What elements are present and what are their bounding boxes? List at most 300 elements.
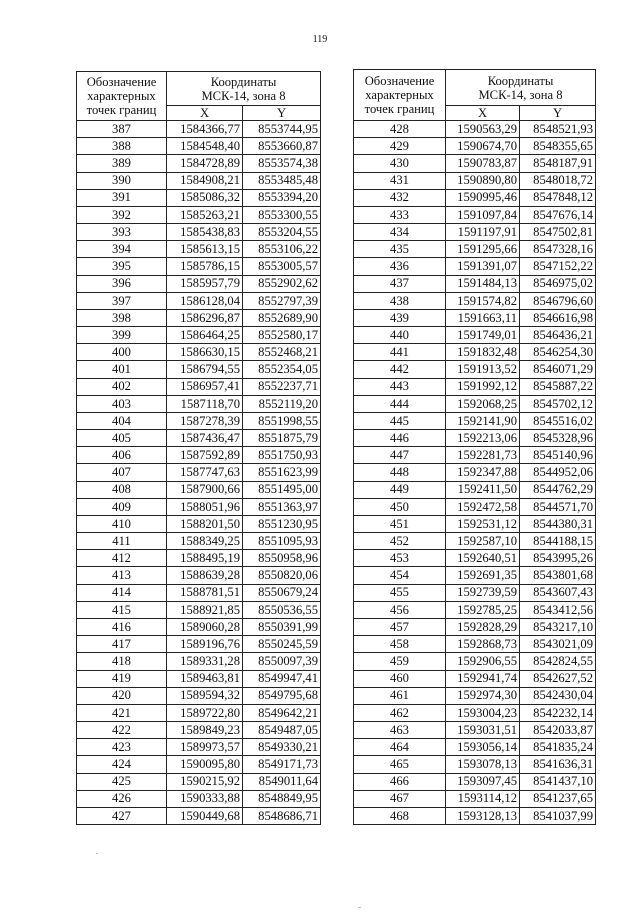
y-coordinate: 8541437,10 [520, 773, 596, 790]
table-row [77, 653, 321, 670]
y-coordinate: 8550245,59 [243, 636, 321, 653]
point-number: 448 [354, 464, 446, 481]
x-coordinate: 1591295,66 [446, 241, 520, 258]
point-designation-header [77, 72, 167, 121]
y-coordinate: 8545140,96 [520, 447, 596, 464]
point-number: 414 [77, 584, 167, 601]
y-coordinate: 8543021,09 [520, 636, 596, 653]
y-coordinate: 8553394,20 [243, 189, 321, 206]
table-row [354, 584, 596, 601]
table-row [354, 430, 596, 447]
y-coordinate: 8544380,31 [520, 515, 596, 532]
y-coordinate: 8552119,20 [243, 395, 321, 412]
point-header-line-2: характерных [365, 88, 434, 102]
point-number: 418 [77, 653, 167, 670]
table-row [354, 618, 596, 635]
x-coordinate: 1588201,50 [167, 515, 243, 532]
y-coordinate: 8548018,72 [520, 172, 596, 189]
y-coordinate: 8542232,14 [520, 704, 596, 721]
x-coordinate: 1592828,29 [446, 618, 520, 635]
y-coordinate: 8541636,31 [520, 756, 596, 773]
table-row [77, 292, 321, 309]
y-coordinate: 8546616,98 [520, 309, 596, 326]
point-number: 423 [77, 739, 167, 756]
table-row [77, 807, 321, 824]
y-coordinate: 8551750,93 [243, 447, 321, 464]
point-number: 446 [354, 430, 446, 447]
y-coordinate: 8547328,16 [520, 241, 596, 258]
x-coordinate: 1590333,88 [167, 790, 243, 807]
point-number: 390 [77, 172, 167, 189]
table-row [354, 790, 596, 807]
table-row [354, 773, 596, 790]
point-designation-header [354, 70, 446, 121]
y-coordinate: 8551230,95 [243, 515, 321, 532]
point-number: 399 [77, 327, 167, 344]
y-coordinate: 8545516,02 [520, 412, 596, 429]
table-row [77, 618, 321, 635]
x-coordinate: 1587900,66 [167, 481, 243, 498]
table-row [77, 756, 321, 773]
table-row [354, 206, 596, 223]
table-row [354, 481, 596, 498]
table-row [77, 584, 321, 601]
table-row [354, 241, 596, 258]
point-number: 400 [77, 344, 167, 361]
y-coordinate: 8548355,65 [520, 138, 596, 155]
point-number: 455 [354, 584, 446, 601]
coordinates-rows-right [354, 121, 596, 825]
x-header: X [167, 106, 243, 121]
point-number: 438 [354, 292, 446, 309]
x-coordinate: 1589722,80 [167, 704, 243, 721]
x-coordinate: 1590563,29 [446, 121, 520, 138]
point-header-line-1: Обозначение [364, 74, 435, 88]
point-number: 408 [77, 481, 167, 498]
point-number: 416 [77, 618, 167, 635]
x-coordinate: 1591749,01 [446, 327, 520, 344]
x-coordinate: 1592941,74 [446, 670, 520, 687]
point-number: 436 [354, 258, 446, 275]
point-number: 431 [354, 172, 446, 189]
y-coordinate: 8553204,55 [243, 224, 321, 241]
point-number: 426 [77, 790, 167, 807]
point-number: 433 [354, 206, 446, 223]
coordinates-table-right [353, 69, 596, 825]
y-coordinate: 8547676,14 [520, 206, 596, 223]
x-coordinate: 1586128,04 [167, 292, 243, 309]
y-coordinate: 8549171,73 [243, 756, 321, 773]
x-coordinate: 1589973,57 [167, 739, 243, 756]
point-number: 396 [77, 275, 167, 292]
x-coordinate: 1593114,12 [446, 790, 520, 807]
x-coordinate: 1592472,58 [446, 498, 520, 515]
point-number: 410 [77, 515, 167, 532]
y-coordinate: 8543217,10 [520, 618, 596, 635]
point-number: 420 [77, 687, 167, 704]
x-coordinate: 1589849,23 [167, 722, 243, 739]
x-coordinate: 1592906,55 [446, 653, 520, 670]
x-coordinate: 1592068,25 [446, 395, 520, 412]
y-coordinate: 8544188,15 [520, 533, 596, 550]
table-row [354, 344, 596, 361]
table-row [354, 275, 596, 292]
x-coordinate: 1591663,11 [446, 309, 520, 326]
table-row [354, 395, 596, 412]
table-row [354, 515, 596, 532]
x-coordinate: 1587118,70 [167, 395, 243, 412]
x-coordinate: 1590995,46 [446, 189, 520, 206]
point-number: 452 [354, 533, 446, 550]
y-coordinate: 8548686,71 [243, 807, 321, 824]
point-number: 429 [354, 138, 446, 155]
coordinates-header-line-2: МСК-14, зона 8 [201, 88, 286, 103]
y-coordinate: 8541237,65 [520, 790, 596, 807]
y-coordinate: 8553660,87 [243, 138, 321, 155]
y-coordinate: 8550097,39 [243, 653, 321, 670]
table-row [354, 670, 596, 687]
y-coordinate: 8542627,52 [520, 670, 596, 687]
x-coordinate: 1585786,15 [167, 258, 243, 275]
x-coordinate: 1591992,12 [446, 378, 520, 395]
x-coordinate: 1589594,32 [167, 687, 243, 704]
table-row [77, 172, 321, 189]
point-number: 421 [77, 704, 167, 721]
x-coordinate: 1590095,80 [167, 756, 243, 773]
point-number: 402 [77, 378, 167, 395]
coordinates-header [167, 72, 321, 106]
x-coordinate: 1585263,21 [167, 206, 243, 223]
y-coordinate: 8553106,22 [243, 241, 321, 258]
x-coordinate: 1590783,87 [446, 155, 520, 172]
table-row [354, 327, 596, 344]
table-row [354, 601, 596, 618]
table-row [77, 378, 321, 395]
point-header-line-1: Обозначение [86, 75, 157, 89]
x-coordinate: 1592739,59 [446, 584, 520, 601]
x-coordinate: 1584728,89 [167, 155, 243, 172]
y-coordinate: 8550820,06 [243, 567, 321, 584]
x-coordinate: 1589196,76 [167, 636, 243, 653]
point-number: 407 [77, 464, 167, 481]
table-row [354, 412, 596, 429]
table-row [354, 687, 596, 704]
y-coordinate: 8551623,99 [243, 464, 321, 481]
coordinates-header-line-2: МСК-14, зона 8 [478, 87, 563, 102]
point-header-line-2: характерных [87, 89, 156, 103]
y-coordinate: 8548849,95 [243, 790, 321, 807]
point-number: 463 [354, 722, 446, 739]
x-coordinate: 1593128,13 [446, 807, 520, 824]
y-coordinate: 8552797,39 [243, 292, 321, 309]
y-coordinate: 8552902,62 [243, 275, 321, 292]
y-coordinate: 8544762,29 [520, 481, 596, 498]
x-coordinate: 1586630,15 [167, 344, 243, 361]
table-row [77, 138, 321, 155]
x-coordinate: 1584548,40 [167, 138, 243, 155]
y-coordinate: 8552580,17 [243, 327, 321, 344]
table-row [77, 395, 321, 412]
x-coordinate: 1592640,51 [446, 550, 520, 567]
x-coordinate: 1589331,28 [167, 653, 243, 670]
table-row [354, 739, 596, 756]
x-coordinate: 1592281,73 [446, 447, 520, 464]
x-coordinate: 1590674,70 [446, 138, 520, 155]
x-coordinate: 1587592,89 [167, 447, 243, 464]
table-row [354, 121, 596, 138]
point-number: 405 [77, 430, 167, 447]
table-row [354, 653, 596, 670]
x-coordinate: 1591484,13 [446, 275, 520, 292]
y-coordinate: 8544952,06 [520, 464, 596, 481]
y-coordinate: 8549947,41 [243, 670, 321, 687]
point-number: 458 [354, 636, 446, 653]
y-coordinate: 8552468,21 [243, 344, 321, 361]
x-coordinate: 1592411,50 [446, 481, 520, 498]
point-number: 449 [354, 481, 446, 498]
table-row [354, 756, 596, 773]
table-row [354, 636, 596, 653]
y-coordinate: 8550391,99 [243, 618, 321, 635]
x-coordinate: 1592531,12 [446, 515, 520, 532]
table-row [354, 292, 596, 309]
point-number: 437 [354, 275, 446, 292]
table-row [77, 155, 321, 172]
x-coordinate: 1586957,41 [167, 378, 243, 395]
point-number: 391 [77, 189, 167, 206]
x-coordinate: 1589463,81 [167, 670, 243, 687]
y-coordinate: 8543995,26 [520, 550, 596, 567]
x-coordinate: 1584908,21 [167, 172, 243, 189]
x-coordinate: 1586794,55 [167, 361, 243, 378]
point-number: 432 [354, 189, 446, 206]
y-coordinate: 8541037,99 [520, 807, 596, 824]
page-number: 119 [312, 34, 328, 45]
point-number: 422 [77, 722, 167, 739]
y-coordinate: 8547502,81 [520, 224, 596, 241]
table-row [77, 224, 321, 241]
y-coordinate: 8542430,04 [520, 687, 596, 704]
scan-speck [96, 853, 98, 854]
point-number: 468 [354, 807, 446, 824]
table-row [77, 790, 321, 807]
point-number: 467 [354, 790, 446, 807]
x-coordinate: 1592691,35 [446, 567, 520, 584]
table-row [77, 739, 321, 756]
table-row [354, 224, 596, 241]
y-coordinate: 8546436,21 [520, 327, 596, 344]
table-row [354, 550, 596, 567]
point-number: 415 [77, 601, 167, 618]
table-row [354, 155, 596, 172]
point-number: 401 [77, 361, 167, 378]
x-coordinate: 1592587,10 [446, 533, 520, 550]
point-number: 456 [354, 601, 446, 618]
table-row [77, 515, 321, 532]
point-number: 462 [354, 704, 446, 721]
point-number: 435 [354, 241, 446, 258]
table-row [77, 412, 321, 429]
point-number: 460 [354, 670, 446, 687]
point-number: 457 [354, 618, 446, 635]
point-number: 434 [354, 224, 446, 241]
point-number: 392 [77, 206, 167, 223]
x-coordinate: 1591574,82 [446, 292, 520, 309]
table-row [77, 670, 321, 687]
y-coordinate: 8552354,05 [243, 361, 321, 378]
y-coordinate: 8542824,55 [520, 653, 596, 670]
x-coordinate: 1586296,87 [167, 309, 243, 326]
x-coordinate: 1593097,45 [446, 773, 520, 790]
point-number: 440 [354, 327, 446, 344]
y-header: Y [520, 106, 596, 121]
x-coordinate: 1590215,92 [167, 773, 243, 790]
y-coordinate: 8551363,97 [243, 498, 321, 515]
table-row [77, 344, 321, 361]
table-row [354, 309, 596, 326]
point-number: 388 [77, 138, 167, 155]
point-number: 389 [77, 155, 167, 172]
y-coordinate: 8553744,95 [243, 121, 321, 138]
y-coordinate: 8553574,38 [243, 155, 321, 172]
point-number: 419 [77, 670, 167, 687]
x-coordinate: 1588639,28 [167, 567, 243, 584]
scan-speck [358, 907, 361, 908]
y-coordinate: 8546796,60 [520, 292, 596, 309]
x-coordinate: 1584366,77 [167, 121, 243, 138]
x-coordinate: 1593078,13 [446, 756, 520, 773]
point-number: 404 [77, 412, 167, 429]
coordinates-table-left [76, 71, 321, 825]
table-row [354, 464, 596, 481]
table-row [77, 447, 321, 464]
y-coordinate: 8548521,93 [520, 121, 596, 138]
table-row [77, 704, 321, 721]
x-coordinate: 1585086,32 [167, 189, 243, 206]
x-coordinate: 1590890,80 [446, 172, 520, 189]
table-row [77, 464, 321, 481]
y-coordinate: 8550536,55 [243, 601, 321, 618]
x-coordinate: 1585613,15 [167, 241, 243, 258]
point-number: 387 [77, 121, 167, 138]
point-number: 412 [77, 550, 167, 567]
x-coordinate: 1593004,23 [446, 704, 520, 721]
table-row [77, 241, 321, 258]
table-row [354, 378, 596, 395]
y-coordinate: 8549795,68 [243, 687, 321, 704]
y-coordinate: 8550679,24 [243, 584, 321, 601]
point-number: 395 [77, 258, 167, 275]
x-coordinate: 1588349,25 [167, 533, 243, 550]
y-coordinate: 8551095,93 [243, 533, 321, 550]
table-row [77, 327, 321, 344]
y-coordinate: 8542033,87 [520, 722, 596, 739]
y-coordinate: 8545887,22 [520, 378, 596, 395]
point-header-line-3: точек границ [364, 102, 435, 116]
table-row [77, 309, 321, 326]
point-number: 454 [354, 567, 446, 584]
table-row [354, 498, 596, 515]
coordinates-header-line-1: Координаты [487, 73, 554, 88]
x-coordinate: 1588051,96 [167, 498, 243, 515]
y-coordinate: 8547152,22 [520, 258, 596, 275]
point-number: 413 [77, 567, 167, 584]
x-coordinate: 1587436,47 [167, 430, 243, 447]
point-number: 464 [354, 739, 446, 756]
x-coordinate: 1585438,83 [167, 224, 243, 241]
coordinates-header-line-1: Координаты [210, 74, 277, 89]
table-row [77, 206, 321, 223]
x-coordinate: 1592974,30 [446, 687, 520, 704]
x-coordinate: 1593056,14 [446, 739, 520, 756]
point-number: 427 [77, 807, 167, 824]
y-coordinate: 8547848,12 [520, 189, 596, 206]
point-number: 417 [77, 636, 167, 653]
y-coordinate: 8553005,57 [243, 258, 321, 275]
table-row [77, 567, 321, 584]
point-number: 444 [354, 395, 446, 412]
x-coordinate: 1590449,68 [167, 807, 243, 824]
table-row [77, 430, 321, 447]
y-coordinate: 8549642,21 [243, 704, 321, 721]
x-coordinate: 1592868,73 [446, 636, 520, 653]
table-row [354, 533, 596, 550]
x-coordinate: 1585957,79 [167, 275, 243, 292]
point-number: 411 [77, 533, 167, 550]
y-coordinate: 8541835,24 [520, 739, 596, 756]
coordinates-header [446, 70, 596, 106]
x-coordinate: 1592141,90 [446, 412, 520, 429]
table-row [354, 258, 596, 275]
point-number: 397 [77, 292, 167, 309]
x-coordinate: 1586464,25 [167, 327, 243, 344]
x-coordinate: 1591913,52 [446, 361, 520, 378]
y-coordinate: 8549330,21 [243, 739, 321, 756]
point-number: 403 [77, 395, 167, 412]
table-row [77, 275, 321, 292]
y-coordinate: 8546071,29 [520, 361, 596, 378]
table-row [354, 189, 596, 206]
point-number: 425 [77, 773, 167, 790]
y-coordinate: 8546975,02 [520, 275, 596, 292]
table-row [354, 138, 596, 155]
x-coordinate: 1587278,39 [167, 412, 243, 429]
point-number: 450 [354, 498, 446, 515]
y-coordinate: 8552689,90 [243, 309, 321, 326]
x-coordinate: 1588921,85 [167, 601, 243, 618]
point-number: 451 [354, 515, 446, 532]
point-number: 393 [77, 224, 167, 241]
table-row [77, 773, 321, 790]
y-coordinate: 8553300,55 [243, 206, 321, 223]
x-coordinate: 1592347,88 [446, 464, 520, 481]
y-coordinate: 8551998,55 [243, 412, 321, 429]
point-number: 442 [354, 361, 446, 378]
x-coordinate: 1593031,51 [446, 722, 520, 739]
table-row [77, 258, 321, 275]
table-row [77, 481, 321, 498]
y-coordinate: 8551875,79 [243, 430, 321, 447]
y-coordinate: 8543412,56 [520, 601, 596, 618]
table-row [77, 189, 321, 206]
table-row [77, 722, 321, 739]
table-row [77, 601, 321, 618]
point-number: 453 [354, 550, 446, 567]
table-row [354, 567, 596, 584]
point-number: 430 [354, 155, 446, 172]
x-header: X [446, 106, 520, 121]
table-row [77, 636, 321, 653]
